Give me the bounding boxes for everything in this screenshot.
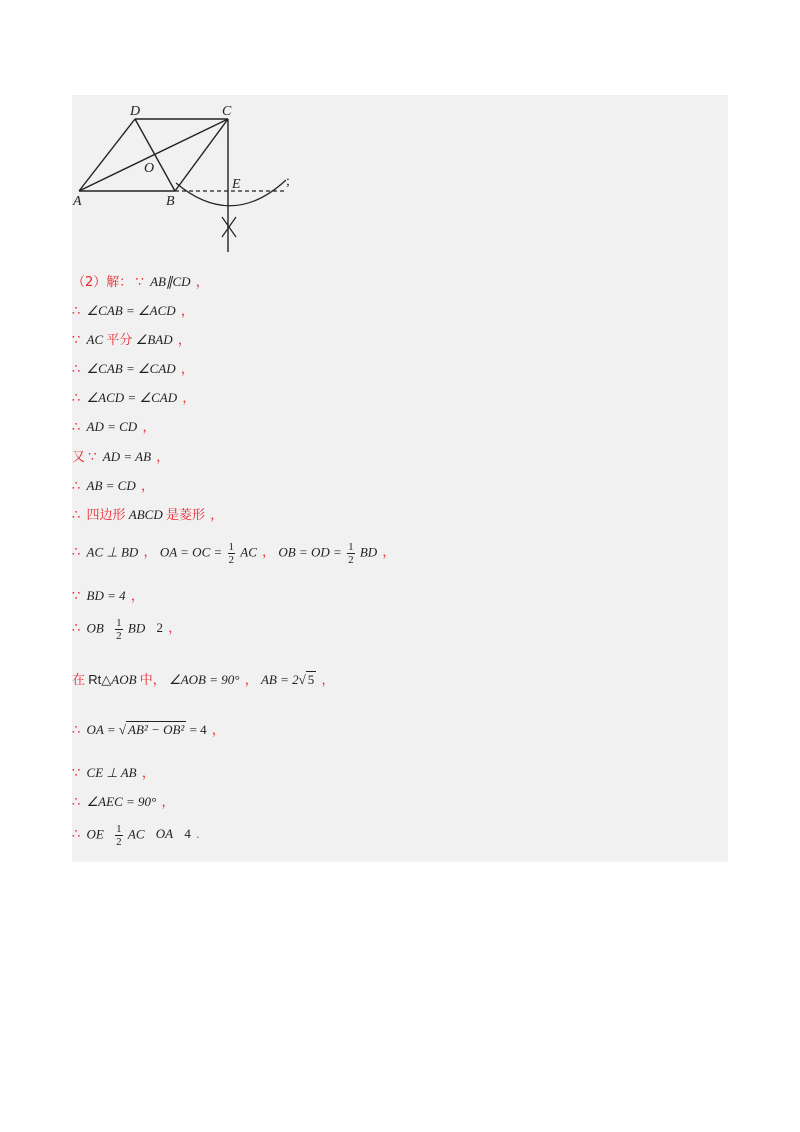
segment-bc <box>175 119 228 191</box>
label-b: B <box>166 194 175 209</box>
math-expression: AB = CD <box>86 478 136 493</box>
in-text: 在 <box>72 673 86 688</box>
math-expression: OA = OC = <box>159 544 223 560</box>
math-expression: BD <box>359 544 378 560</box>
math-expression: ∠ACD = ∠CAD <box>86 390 178 405</box>
rhombus-diagram <box>72 95 312 260</box>
therefore-symbol: ∴ <box>72 508 81 523</box>
solution-line-12 <box>72 617 181 642</box>
math-expression: AD = AB <box>102 449 152 464</box>
radicand: 5 <box>307 672 315 687</box>
solution-line-11 <box>72 585 144 604</box>
fraction-numerator: 1 <box>116 617 122 629</box>
because-symbol: ∵ <box>72 766 81 781</box>
fraction-denominator: 2 <box>116 630 122 642</box>
label-tail: ; <box>286 174 290 189</box>
fraction <box>347 541 355 566</box>
math-expression: ∠AEC = 90° <box>86 794 157 809</box>
therefore-symbol: ∴ <box>72 621 81 637</box>
solution-line-5 <box>72 387 195 406</box>
fraction <box>115 823 123 848</box>
math-expression: AOB <box>111 672 137 687</box>
solution-line-6 <box>72 416 155 435</box>
math-expression: OA = <box>86 722 116 737</box>
comma: ， <box>161 794 175 809</box>
radical-sign: √ <box>298 672 306 687</box>
geometry-figure <box>72 95 312 260</box>
math-expression: AC <box>86 332 104 347</box>
is-rhombus-text: 是菱形 <box>166 508 206 523</box>
therefore-symbol: ∴ <box>72 723 81 738</box>
fraction-denominator: 2 <box>116 836 122 848</box>
period: . <box>196 826 200 842</box>
because-symbol: ∵ <box>135 275 144 290</box>
math-expression: ∠AOB = 90° <box>169 672 240 687</box>
bisects-text: 平分 <box>106 333 133 348</box>
fraction-denominator: 2 <box>228 554 235 566</box>
therefore-symbol: ∴ <box>72 545 81 561</box>
math-expression: OA <box>155 826 174 842</box>
therefore-symbol: ∴ <box>72 391 81 406</box>
math-expression: AC ⊥ BD <box>86 544 139 560</box>
label-a: A <box>73 194 82 209</box>
therefore-symbol: ∴ <box>72 362 81 377</box>
math-expression: ∠BAD <box>135 332 173 347</box>
part-label: （2）解： <box>72 275 133 290</box>
right-triangle-label: Rt△ <box>88 672 112 687</box>
math-expression: ∠CAB = ∠ACD <box>86 303 176 318</box>
fraction-numerator: 1 <box>228 541 235 553</box>
comma: ， <box>262 544 276 560</box>
comma: ， <box>168 620 182 636</box>
math-expression: AC <box>127 826 145 842</box>
fraction-numerator: 1 <box>348 541 354 553</box>
therefore-symbol: ∴ <box>72 795 81 810</box>
math-expression: ∠CAB = ∠CAD <box>86 361 176 376</box>
solution-line-7 <box>72 446 169 465</box>
math-expression: AC <box>240 544 257 560</box>
math-expression: ABCD <box>128 507 163 522</box>
comma: ， <box>244 672 258 687</box>
math-expression: AB∥CD <box>150 274 191 289</box>
also-text: 又 <box>72 450 86 465</box>
comma: ， <box>382 544 396 560</box>
therefore-symbol: ∴ <box>72 420 81 435</box>
label-o: O <box>144 161 155 176</box>
comma: ， <box>143 544 157 560</box>
solution-line-10 <box>72 541 395 566</box>
construction-arc <box>176 180 286 206</box>
comma: ， <box>211 722 225 737</box>
math-expression: 2 <box>156 620 163 636</box>
math-expression: AB = 2 <box>260 672 299 687</box>
comma: ， <box>141 765 155 780</box>
therefore-symbol: ∴ <box>72 479 81 494</box>
math-expression: OB = OD = <box>278 544 342 560</box>
diagonal-ac <box>79 119 228 191</box>
math-expression: 4 <box>184 826 191 842</box>
solution-line-15 <box>72 762 155 781</box>
comma: ， <box>195 274 209 289</box>
comma: ， <box>210 507 224 522</box>
solution-line-3 <box>72 329 191 348</box>
comma: ， <box>321 672 335 687</box>
label-c: C <box>222 104 232 119</box>
math-expression: OE <box>86 826 104 842</box>
solution-line-9 <box>72 504 223 523</box>
quadrilateral-text: 四边形 <box>86 508 126 523</box>
solution-line-1 <box>72 271 209 290</box>
diagonal-bd <box>135 119 175 191</box>
comma: ， <box>180 303 194 318</box>
comma: ， <box>156 449 170 464</box>
segment-ad <box>79 119 135 191</box>
because-symbol: ∵ <box>88 450 97 465</box>
therefore-symbol: ∴ <box>72 304 81 319</box>
solution-line-13 <box>72 669 335 688</box>
because-symbol: ∵ <box>72 589 81 604</box>
comma: ， <box>182 390 196 405</box>
comma: ， <box>180 361 194 376</box>
therefore-symbol: ∴ <box>72 827 81 843</box>
fraction-numerator: 1 <box>116 823 122 835</box>
fraction <box>228 541 236 566</box>
comma: ， <box>141 478 155 493</box>
solution-line-4 <box>72 358 194 377</box>
math-expression: AD = CD <box>86 419 138 434</box>
solution-line-8 <box>72 475 154 494</box>
fraction <box>115 617 123 642</box>
label-d: D <box>130 104 141 119</box>
solution-line-14 <box>72 719 225 738</box>
solution-line-17 <box>72 823 199 848</box>
solution-line-2 <box>72 300 194 319</box>
comma: ， <box>130 588 144 603</box>
because-symbol: ∵ <box>72 333 81 348</box>
comma: ， <box>142 419 156 434</box>
math-expression: BD <box>127 620 146 636</box>
fraction-denominator: 2 <box>348 554 354 566</box>
math-expression: BD = 4 <box>86 588 126 603</box>
answer-panel <box>72 95 728 862</box>
radicand: AB² − OB² <box>128 722 185 737</box>
math-expression: CE ⊥ AB <box>86 765 137 780</box>
comma: ， <box>177 332 191 347</box>
label-e: E <box>232 177 241 192</box>
radical-sign: √ <box>118 722 127 737</box>
math-expression: = 4 <box>189 722 207 737</box>
solution-line-16 <box>72 791 174 810</box>
in-suffix-text: 中， <box>139 673 166 688</box>
math-expression: OB <box>86 620 104 636</box>
